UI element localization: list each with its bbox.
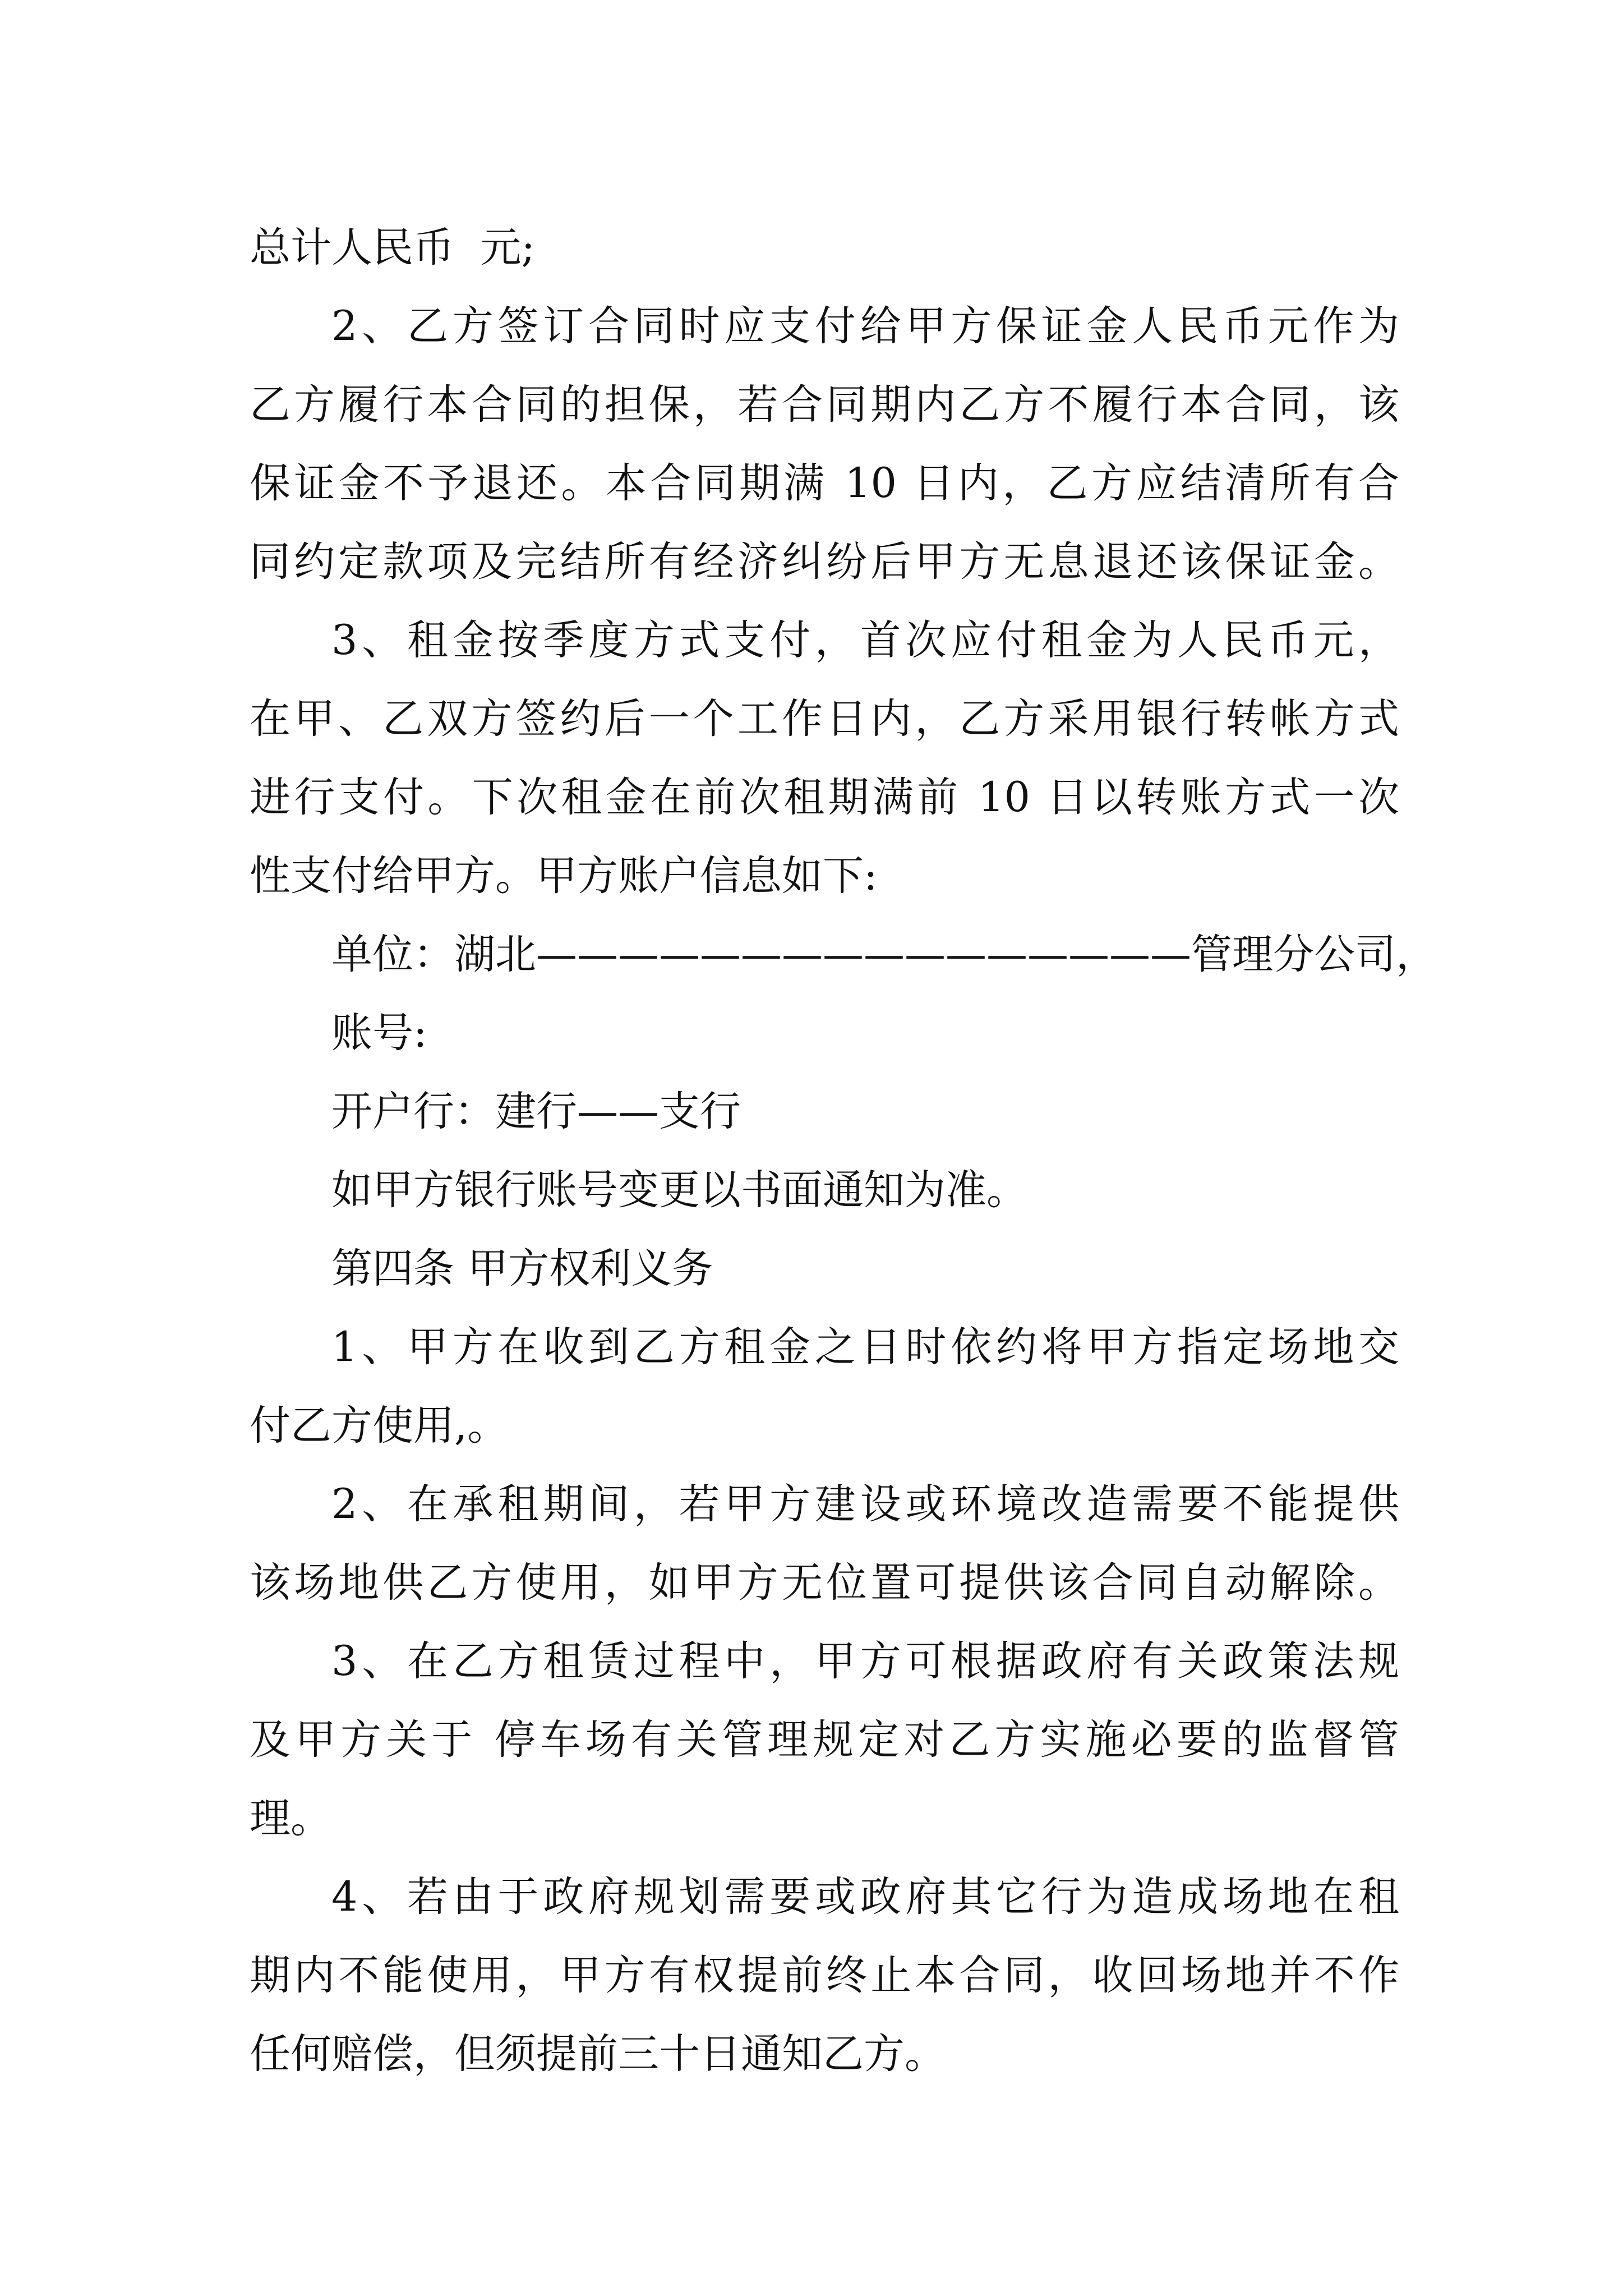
text-line-7: 在甲、乙双方签约后一个工作日内，乙方采用银行转帐方式 (250, 695, 1399, 743)
text-line-4: 保证金不予退还。本合同期满 10 日内，乙方应结清所有合 (250, 459, 1399, 507)
text-line-11: 账号: (331, 1009, 427, 1057)
text-line-10: 单位：湖北————————————————管理分公司， (331, 931, 1437, 978)
text-line-3: 乙方履行本合同的担保，若合同期内乙方不履行本合同，该 (250, 381, 1399, 429)
text-line-17: 2、在承租期间，若甲方建设或环境改造需要不能提供 (331, 1480, 1399, 1528)
text-line-1: 总计人民币 元; (250, 224, 536, 272)
text-line-2: 2、乙方签订合同时应支付给甲方保证金人民币元作为 (331, 302, 1399, 350)
section-heading: 第四条 甲方权利义务 (331, 1245, 713, 1292)
text-line-19: 3、在乙方租赁过程中，甲方可根据政府有关政策法规 (331, 1637, 1399, 1685)
text-line-9: 性支付给甲方。甲方账户信息如下: (250, 852, 878, 900)
text-line-8: 进行支付。下次租金在前次租期满前 10 日以转账方式一次 (250, 774, 1399, 821)
text-line-21: 理。 (250, 1795, 331, 1842)
text-line-24: 任何赔偿，但须提前三十日通知乙方。 (250, 2030, 946, 2078)
text-line-16: 付乙方使用,。 (250, 1402, 509, 1450)
text-line-6: 3、租金按季度方式支付，首次应付租金为人民币元， (331, 616, 1399, 664)
text-line-22: 4、若由于政府规划需要或政府其它行为造成场地在租 (331, 1873, 1399, 1921)
text-line-12: 开户行：建行——支行 (331, 1088, 741, 1135)
text-line-13: 如甲方银行账号变更以书面通知为准。 (331, 1166, 1027, 1214)
text-line-20: 及甲方关于 停车场有关管理规定对乙方实施必要的监督管 (250, 1716, 1399, 1764)
document-body (250, 209, 1437, 2093)
text-line-23: 期内不能使用，甲方有权提前终止本合同，收回场地并不作 (250, 1952, 1399, 1999)
text-line-18: 该场地供乙方使用，如甲方无位置可提供该合同自动解除。 (250, 1559, 1399, 1607)
text-line-15: 1、甲方在收到乙方租金之日时依约将甲方指定场地交 (331, 1323, 1399, 1371)
text-line-5: 同约定款项及完结所有经济纠纷后甲方无息退还该保证金。 (250, 538, 1399, 586)
